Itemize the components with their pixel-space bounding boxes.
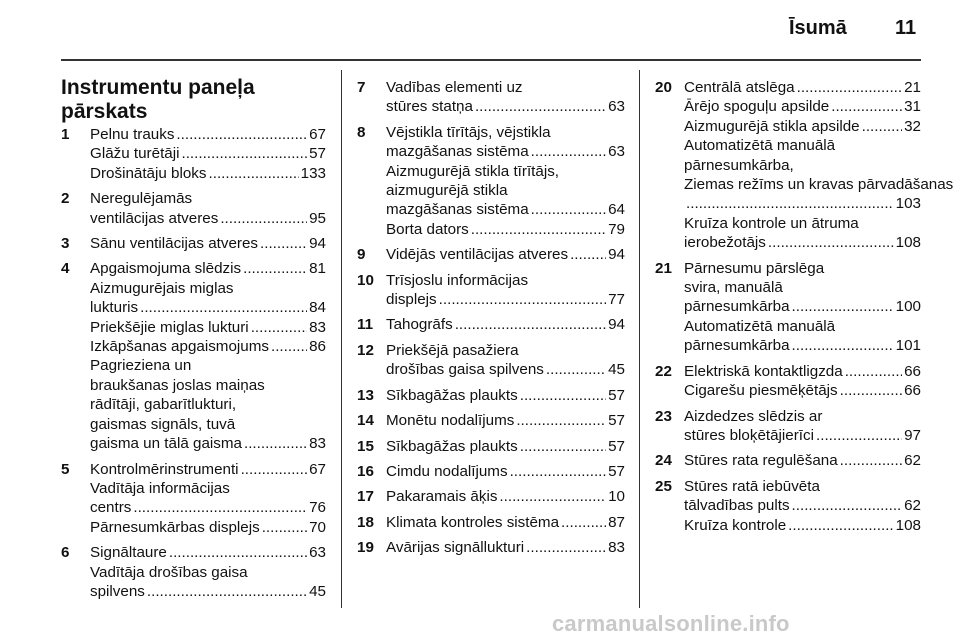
page-ref: 70	[309, 518, 326, 536]
page-ref: 62	[904, 452, 921, 470]
page-ref: 45	[309, 582, 326, 600]
entry-number: 7	[357, 79, 366, 96]
page-ref: 76	[309, 499, 326, 517]
index-entry	[655, 477, 921, 535]
entry-number: 9	[357, 246, 366, 264]
entry-line	[386, 220, 625, 239]
entry-line	[90, 234, 326, 253]
entry-text: Sīkbagāžas plaukts	[386, 386, 518, 404]
entry-line	[386, 271, 625, 290]
entry-text: mazgāšanas sistēma	[386, 201, 529, 219]
entry-text: aizmugurējā stikla	[386, 182, 508, 200]
page-ref: 57	[608, 412, 625, 430]
entry-text: Priekšējie miglas lukturi	[90, 318, 249, 336]
page-ref: 21	[904, 79, 921, 96]
dot-leader	[220, 209, 307, 228]
dot-leader	[181, 144, 307, 163]
entry-line	[684, 297, 921, 316]
dot-leader	[475, 97, 606, 116]
entry-number: 23	[655, 407, 672, 425]
index-entry	[357, 411, 625, 430]
entry-line	[684, 194, 921, 213]
page-ref: 100	[895, 298, 921, 316]
entry-text: stūres bloķētājierīci	[684, 426, 814, 444]
entry-text: Stūres ratā iebūvēta	[684, 477, 820, 495]
column-divider-1	[341, 70, 342, 608]
entry-line	[684, 78, 921, 97]
entry-number: 21	[655, 259, 672, 277]
dot-leader	[831, 97, 902, 116]
header-rule	[61, 59, 921, 61]
page-ref: 66	[904, 362, 921, 380]
entry-line	[386, 97, 625, 116]
dot-leader	[262, 518, 307, 537]
entry-line	[90, 563, 326, 582]
entry-number: 10	[357, 271, 374, 289]
page-ref: 63	[608, 143, 625, 161]
page-ref: 97	[904, 426, 921, 444]
entry-text: Kruīza kontrole	[684, 516, 787, 534]
page-ref: 77	[608, 291, 625, 309]
entry-line	[684, 117, 921, 136]
entry-text: Sānu ventilācijas atveres	[90, 235, 258, 253]
entry-line	[386, 162, 625, 181]
dot-leader	[439, 290, 606, 309]
dot-leader	[840, 381, 902, 400]
entry-line	[386, 123, 625, 142]
entry-text: stūres statņa	[386, 98, 473, 116]
dot-leader	[520, 386, 606, 405]
entry-text: ventilācijas atveres	[90, 209, 219, 227]
dot-leader	[241, 460, 308, 479]
entry-text: Pagrieziena un	[90, 357, 192, 375]
entry-line	[90, 189, 326, 208]
entry-line	[386, 538, 625, 557]
entry-number: 22	[655, 362, 672, 380]
entry-line	[90, 518, 326, 537]
entry-text: Elektriskā kontaktligzda	[684, 362, 843, 380]
entry-line	[386, 513, 625, 532]
dot-leader	[845, 362, 902, 381]
entry-text: Automatizētā manuālā	[684, 137, 836, 155]
dot-leader	[792, 336, 894, 355]
entry-text: ierobežotājs	[684, 234, 766, 252]
entry-number: 24	[655, 452, 672, 470]
index-entry	[357, 462, 625, 481]
entry-text: rādītāji, gabarītlukturi,	[90, 396, 237, 414]
index-entry	[61, 460, 326, 538]
entry-text: Tahogrāfs	[386, 316, 453, 334]
index-entry	[357, 538, 625, 557]
dot-leader	[531, 200, 606, 219]
entry-line	[90, 434, 326, 453]
entry-line	[684, 278, 921, 297]
dot-leader	[251, 318, 307, 337]
index-entry	[357, 78, 625, 117]
entry-text: Pārnesumu pārslēga	[684, 259, 825, 277]
index-entry	[357, 437, 625, 456]
entry-list	[357, 78, 625, 558]
entry-text: displejs	[386, 291, 437, 309]
entry-text: drošības gaisa spilvens	[386, 361, 544, 379]
index-entry	[655, 362, 921, 401]
index-entry	[61, 125, 326, 183]
dot-leader	[526, 538, 606, 557]
entry-number: 13	[357, 386, 374, 404]
entry-text: pārnesumkārba	[684, 298, 790, 316]
entry-text: centrs	[90, 499, 132, 517]
page-ref: 95	[309, 209, 326, 227]
page-ref: 87	[608, 513, 625, 531]
dot-leader	[816, 426, 902, 445]
entry-number: 8	[357, 123, 366, 141]
entry-text: Kontrolmērinstrumenti	[90, 460, 239, 478]
page-ref: 101	[895, 337, 921, 355]
dot-leader	[570, 245, 606, 264]
entry-number: 5	[61, 460, 70, 478]
entry-line	[386, 411, 625, 430]
dot-leader	[840, 451, 902, 470]
page-ref: 31	[904, 98, 921, 116]
dot-leader	[244, 434, 307, 453]
page-ref: 84	[309, 299, 326, 317]
page-ref: 64	[608, 201, 625, 219]
entry-text: mazgāšanas sistēma	[386, 143, 529, 161]
page-ref: 62	[904, 497, 921, 515]
page-ref: 57	[608, 437, 625, 455]
entry-number: 11	[357, 316, 374, 334]
entry-line	[90, 125, 326, 144]
entry-text: Borta dators	[386, 220, 469, 238]
entry-line	[90, 144, 326, 163]
entry-text: spilvens	[90, 582, 145, 600]
index-entry	[357, 245, 625, 264]
entry-text: Pelnu trauks	[90, 126, 175, 143]
section-title: Instrumentu paneļa pārskats	[61, 76, 255, 123]
dot-leader	[516, 411, 606, 430]
entry-text: pārnesumkārba,	[684, 156, 794, 174]
dot-leader	[176, 125, 307, 144]
page-ref: 94	[608, 316, 625, 334]
entry-text: Izkāpšanas apgaismojums	[90, 338, 269, 356]
page-ref: 133	[300, 164, 326, 182]
entry-line	[90, 415, 326, 434]
page-ref: 86	[309, 338, 326, 356]
page-ref: 79	[608, 220, 625, 238]
page-ref: 63	[309, 544, 326, 562]
entry-line	[386, 200, 625, 219]
entry-line	[386, 315, 625, 334]
page-ref: 83	[309, 435, 326, 453]
page-ref: 83	[608, 539, 625, 557]
entry-text: Vidējās ventilācijas atveres	[386, 246, 569, 264]
index-entry	[61, 543, 326, 601]
entry-line	[684, 451, 921, 470]
dot-leader	[768, 233, 894, 252]
page-ref: 94	[309, 235, 326, 253]
entry-number: 16	[357, 462, 374, 480]
page-ref: 45	[608, 361, 625, 379]
dot-leader	[209, 164, 299, 183]
entry-line	[684, 477, 921, 496]
dot-leader	[546, 360, 606, 379]
entry-line	[386, 341, 625, 360]
dot-leader	[686, 194, 894, 213]
entry-line	[90, 376, 326, 395]
index-entry	[357, 386, 625, 405]
entry-number: 2	[61, 190, 70, 208]
entry-text: Centrālā atslēga	[684, 79, 795, 96]
column-divider-2	[639, 70, 640, 608]
entry-line	[684, 496, 921, 515]
entry-line	[386, 142, 625, 161]
entry-text: Priekšējā pasažiera	[386, 341, 519, 359]
entry-list	[61, 125, 326, 601]
entry-line	[684, 233, 921, 252]
entry-line	[90, 209, 326, 228]
entry-text: Stūres rata regulēšana	[684, 452, 838, 470]
entry-text: Cigarešu piesmēķētājs	[684, 382, 838, 400]
dot-leader	[531, 142, 606, 161]
entry-number: 3	[61, 235, 70, 253]
entry-text: Pakaramais āķis	[386, 488, 498, 506]
index-entry	[61, 234, 326, 253]
entry-line	[386, 245, 625, 264]
entry-text: Aizmugurējais miglas	[90, 279, 234, 297]
entry-text: Klimata kontroles sistēma	[386, 513, 560, 531]
index-column-1	[61, 76, 326, 607]
entry-text: Vadītāja drošības gaisa	[90, 563, 248, 581]
dot-leader	[169, 543, 307, 562]
entry-number: 18	[357, 513, 374, 531]
page-ref: 57	[309, 145, 326, 163]
entry-text: Drošinātāju bloks	[90, 164, 207, 182]
index-entry	[357, 123, 625, 239]
entry-text: Aizmugurējā stikla apsilde	[684, 117, 860, 135]
entry-line	[386, 437, 625, 456]
entry-number: 1	[61, 126, 70, 143]
entry-text: Neregulējamās	[90, 190, 193, 208]
entry-number: 25	[655, 477, 672, 495]
dot-leader	[243, 259, 307, 278]
entry-line	[90, 498, 326, 517]
entry-text: Vadības elementi uz	[386, 79, 523, 96]
dot-leader	[792, 297, 894, 316]
entry-number: 6	[61, 544, 70, 562]
dot-leader	[862, 117, 903, 136]
entry-line	[386, 386, 625, 405]
index-entry	[357, 487, 625, 506]
entry-line	[90, 279, 326, 298]
entry-text: braukšanas joslas maiņas	[90, 376, 265, 394]
entry-line	[386, 181, 625, 200]
entry-line	[684, 317, 921, 336]
entry-line	[684, 156, 921, 175]
entry-text: Vējstikla tīrītājs, vējstikla	[386, 123, 551, 141]
entry-line	[90, 337, 326, 356]
entry-number: 4	[61, 260, 70, 278]
entry-text: pārnesumkārba	[684, 337, 790, 355]
entry-number: 14	[357, 412, 374, 430]
entry-text: Glāžu turētāji	[90, 145, 180, 163]
entry-line	[90, 479, 326, 498]
entry-text: Signāltaure	[90, 544, 167, 562]
entry-line	[684, 426, 921, 445]
dot-leader	[561, 513, 606, 532]
entry-line	[386, 78, 625, 97]
entry-text: tālvadības pults	[684, 497, 790, 515]
dot-leader	[520, 437, 606, 456]
page-ref: 67	[309, 126, 326, 143]
entry-text: Avārijas signāllukturi	[386, 539, 525, 557]
entry-line	[90, 582, 326, 601]
entry-line	[684, 336, 921, 355]
index-entry	[655, 78, 954, 253]
entry-line	[684, 175, 954, 194]
entry-text: Monētu nodalījums	[386, 412, 515, 430]
index-entry	[357, 271, 625, 310]
entry-text: gaismas signāls, tuvā	[90, 415, 236, 433]
entry-line	[684, 214, 921, 233]
dot-leader	[792, 496, 903, 515]
dot-leader	[499, 487, 606, 506]
index-entry	[655, 407, 921, 446]
index-entry	[61, 259, 326, 453]
page-ref: 81	[309, 260, 326, 278]
entry-text: Aizdedzes slēdzis ar	[684, 407, 823, 425]
index-entry	[357, 341, 625, 380]
entry-number: 17	[357, 488, 374, 506]
watermark: carmanualsonline.info	[552, 611, 790, 636]
dot-leader	[788, 516, 894, 535]
entry-line	[684, 381, 921, 400]
entry-line	[684, 259, 921, 278]
entry-line	[684, 136, 921, 155]
page-ref: 57	[608, 462, 625, 480]
entry-line	[684, 97, 921, 116]
entry-line	[90, 543, 326, 562]
entry-number: 19	[357, 539, 374, 557]
entry-list	[655, 78, 954, 535]
entry-text: Automatizētā manuālā	[684, 317, 836, 335]
index-column-2	[357, 78, 625, 564]
entry-line	[90, 356, 326, 375]
entry-line	[90, 164, 326, 183]
entry-number: 15	[357, 437, 374, 455]
entry-number: 12	[357, 341, 374, 359]
entry-text: lukturis	[90, 299, 139, 317]
entry-line	[90, 318, 326, 337]
entry-text: Vadītāja informācijas	[90, 479, 230, 497]
entry-text: Ziemas režīms un kravas pārvadāšanas	[684, 176, 954, 194]
entry-text: Aizmugurējā stikla tīrītājs,	[386, 162, 560, 180]
dot-leader	[260, 234, 307, 253]
entry-text: Apgaismojuma slēdzis	[90, 260, 242, 278]
entry-text: Sīkbagāžas plaukts	[386, 437, 518, 455]
entry-line	[684, 516, 921, 535]
page-ref: 10	[608, 488, 625, 506]
page-ref: 83	[309, 318, 326, 336]
entry-text: Cimdu nodalījums	[386, 462, 508, 480]
entry-line	[684, 362, 921, 381]
page-ref: 32	[904, 117, 921, 135]
page-ref: 63	[608, 98, 625, 116]
entry-text: gaisma un tālā gaisma	[90, 435, 242, 453]
index-entry	[357, 513, 625, 532]
entry-line	[684, 407, 921, 426]
dot-leader	[271, 337, 307, 356]
dot-leader	[455, 315, 606, 334]
dot-leader	[797, 78, 902, 97]
index-entry	[61, 189, 326, 228]
dot-leader	[471, 220, 606, 239]
index-entry	[655, 451, 921, 470]
index-column-3	[655, 78, 954, 541]
entry-number: 20	[655, 79, 672, 96]
entry-line	[90, 460, 326, 479]
index-entry	[357, 315, 625, 334]
dot-leader	[140, 298, 307, 317]
dot-leader	[510, 462, 607, 481]
page-number: 11	[895, 17, 917, 39]
entry-line	[386, 290, 625, 309]
entry-text: svira, manuālā	[684, 279, 783, 297]
entry-text: Pārnesumkārbas displejs	[90, 518, 260, 536]
entry-line	[90, 395, 326, 414]
page-ref: 108	[895, 234, 921, 252]
entry-line	[386, 462, 625, 481]
entry-text: Ārējo spoguļu apsilde	[684, 98, 830, 116]
entry-text: Kruīza kontrole un ātruma	[684, 214, 859, 232]
entry-line	[386, 487, 625, 506]
dot-leader	[133, 498, 307, 517]
index-entry	[655, 259, 921, 356]
page-ref: 103	[895, 195, 921, 213]
page-ref: 57	[608, 386, 625, 404]
page-ref: 94	[608, 246, 625, 264]
entry-line	[90, 298, 326, 317]
entry-text: Trīsjoslu informācijas	[386, 271, 529, 289]
entry-line	[386, 360, 625, 379]
dot-leader	[147, 582, 307, 601]
page-header-title: Īsumā	[789, 17, 847, 39]
page-ref: 66	[904, 382, 921, 400]
page-ref: 67	[309, 460, 326, 478]
page-ref: 108	[895, 516, 921, 534]
entry-line	[90, 259, 326, 278]
